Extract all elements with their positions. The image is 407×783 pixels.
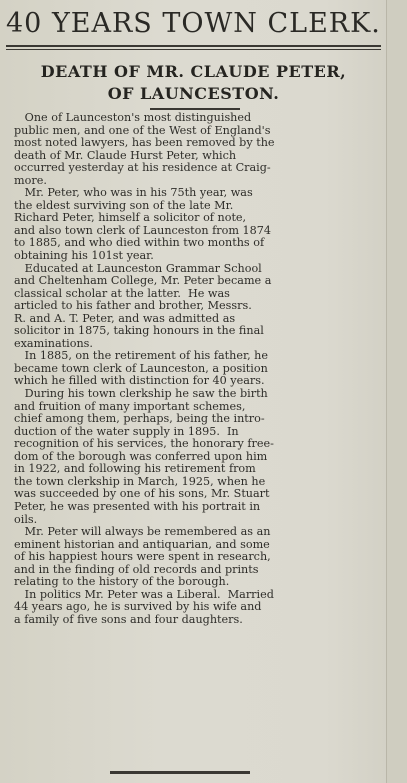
article-line: of his happiest hours were spent in research, [14, 551, 271, 564]
article-line: duction of the water supply in 1895. In [14, 425, 239, 438]
headline-rule-thin [6, 49, 381, 50]
article-line: more. [14, 174, 47, 187]
article-line: and also town clerk of Launceston from 1874 [14, 224, 272, 237]
article-line: to 1885, and who died within two months of [14, 237, 265, 250]
subheadline-line-2: OF LAUNCESTON. [107, 84, 280, 103]
article-line: R. and A. T. Peter, and was admitted as [14, 312, 236, 325]
article-line: Peter, he was presented with his portrait in [14, 500, 261, 513]
article-line: which he filled with distinction for 40 years. [14, 375, 265, 388]
article-line: During his town clerkship he saw the birth [14, 388, 268, 401]
article-line: recognition of his services, the honorary free- [14, 438, 274, 451]
section-divider [150, 108, 240, 110]
adjacent-column-edge [386, 0, 407, 783]
article-line: One of Launceston's most distinguished [14, 112, 252, 124]
article-line: the eldest surviving son of the late Mr. [14, 199, 234, 212]
article-line: eminent historian and antiquarian, and some [14, 538, 270, 551]
headline-rule [6, 45, 381, 47]
article-line: 44 years ago, he is survived by his wife and [14, 601, 262, 614]
article-line: oils. [14, 513, 38, 526]
article-line: death of Mr. Claude Hurst Peter, which [14, 149, 237, 162]
article-line: chief among them, perhaps, being the intro- [14, 413, 265, 426]
article-line: articled to his father and brother, Messrs. [14, 300, 252, 313]
end-rule [110, 771, 250, 774]
article-line: In 1885, on the retirement of his father, he [14, 350, 269, 363]
article-line: a family of five sons and four daughters. [14, 613, 243, 626]
article-line: was succeeded by one of his sons, Mr. Stuart [14, 488, 270, 501]
article-line: solicitor in 1875, taking honours in the final [14, 325, 264, 338]
article-line: In politics Mr. Peter was a Liberal. Married [14, 588, 274, 601]
article-line: public men, and one of the West of England's [14, 124, 271, 137]
article-line: Mr. Peter, who was in his 75th year, was [14, 187, 253, 200]
article-line: and Cheltenham College, Mr. Peter became a [14, 275, 272, 288]
article-line: became town clerk of Launceston, a position [14, 362, 268, 375]
article-line: in 1922, and following his retirement from [14, 463, 256, 476]
article-line: the town clerkship in March, 1925, when he [14, 475, 266, 488]
article-line: examinations. [14, 337, 93, 350]
subheadline-line-1: DEATH OF MR. CLAUDE PETER, [40, 62, 347, 81]
article-line: most noted lawyers, has been removed by the [14, 137, 275, 150]
article-line: and fruition of many important schemes, [14, 400, 246, 413]
article-line: Mr. Peter will always be remembered as an [14, 526, 271, 539]
article-line: Educated at Launceston Grammar School [14, 262, 262, 275]
article-line: obtaining his 101st year. [14, 250, 154, 263]
article-line: and in the finding of old records and prints [14, 563, 259, 576]
article-body [14, 112, 374, 626]
article-line: occurred yesterday at his residence at Craig- [14, 162, 271, 175]
headline: 40 YEARS TOWN CLERK. [6, 8, 381, 39]
article-line: classical scholar at the latter. He was [14, 287, 230, 300]
article-line: Richard Peter, himself a solicitor of note, [14, 212, 247, 225]
article-line: dom of the borough was conferred upon him [14, 450, 268, 463]
article-line: relating to the history of the borough. [14, 576, 230, 589]
